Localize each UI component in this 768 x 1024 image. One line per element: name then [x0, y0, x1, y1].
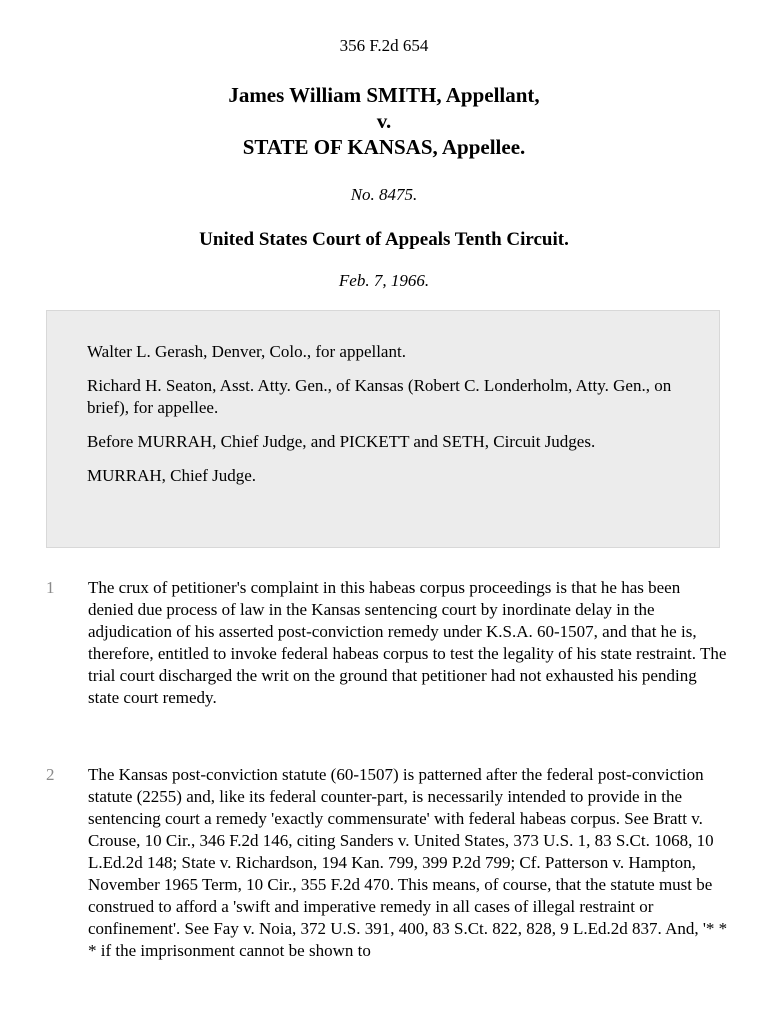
decision-date: Feb. 7, 1966. — [338, 271, 430, 290]
appellee-name: STATE OF KANSAS, Appellee. — [242, 135, 526, 159]
case-parties — [0, 82, 768, 160]
case-citation: 356 F.2d 654 — [339, 36, 429, 55]
appellant-counsel: Walter L. Gerash, Denver, Colo., for appellant. — [87, 342, 406, 361]
docket-number: No. 8475. — [350, 185, 418, 204]
paragraph-number: 1 — [46, 578, 55, 597]
paragraph-text: The crux of petitioner's complaint in this habeas corpus proceedings is that he has been denied due process of law in the Kansas sentencing court by inordinate delay in the adjudication of his asserted post-conviction remedy under K.S.A. 60-1507, and that he is, therefore, entitled to invoke federal habeas corpus to test the legality of his state restraint. The trial court discharged the writ on the ground that petitioner had not exhausted his pending state court remedy. — [88, 578, 727, 707]
judicial-panel: Before MURRAH, Chief Judge, and PICKETT and SETH, Circuit Judges. — [87, 432, 596, 451]
appellant-name: James William SMITH, Appellant, — [228, 83, 540, 107]
opinion-author: MURRAH, Chief Judge. — [87, 466, 257, 485]
paragraph-number: 2 — [46, 765, 55, 784]
appellee-counsel: Richard H. Seaton, Asst. Atty. Gen., of Kansas (Robert C. Londerholm, Atty. Gen., on brief), for appellee. — [87, 376, 672, 417]
court-name: United States Court of Appeals Tenth Circuit. — [199, 229, 569, 250]
paragraph-text: The Kansas post-conviction statute (60-1507) is patterned after the federal post-conviction statute (2255) and, like its federal counter-part, is necessarily intended to provide in the sentencing court a remedy 'exactly commensurate' with federal habeas corpus. See Bratt v. Crouse, 10 Cir., 346 F.2d 146, citing Sanders v. United States, 373 U.S. 1, 83 S.Ct. 1068, 10 L.Ed.2d 148; State v. Richardson, 194 Kan. 799, 399 P.2d 799; Cf. Patterson v. Hampton, November 1965 Term, 10 Cir., 355 F.2d 470. This means, of course, that the statute must be construed to afford a 'swift and imperative remedy in all cases of illegal restraint or confinement'. See Fay v. Noia, 372 U.S. 391, 400, 83 S.Ct. 822, 828, 9 L.Ed.2d 837. And, '* * * if the imprisonment cannot be shown to — [88, 765, 728, 960]
counsel-box — [46, 310, 720, 548]
versus-label: v. — [376, 109, 392, 133]
